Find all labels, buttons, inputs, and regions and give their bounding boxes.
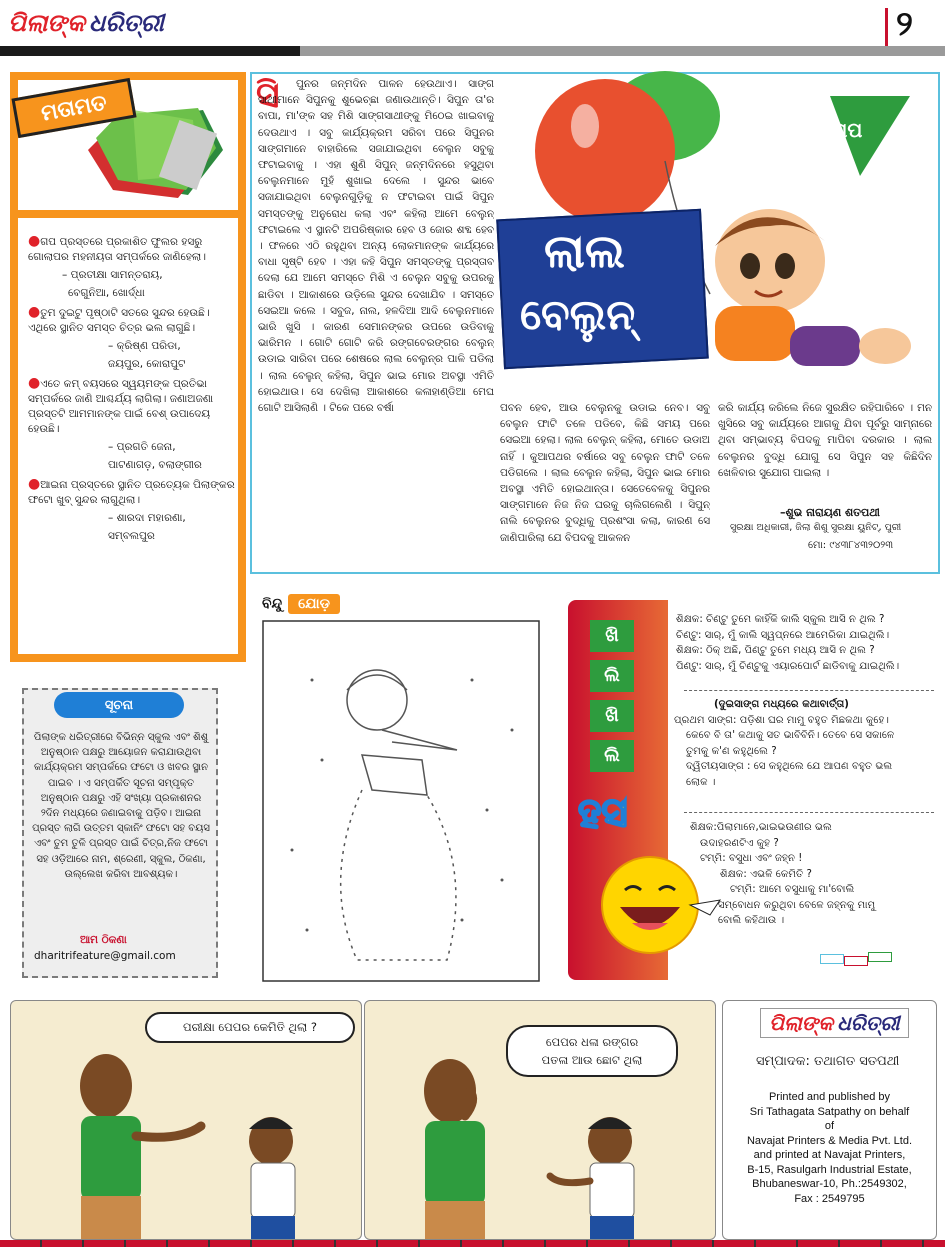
letter-text: ଏତେ କମ୍ ବୟସରେ ସ୍ୱୟମଙ୍କ ପ୍ରତିଭା ସମ୍ପର୍କରେ ଜାଣି ଆଶ୍ଚର୍ଯ୍ୟ ଲାଗିଲା। ଜଣାଅଜଣା ପ୍ରସ୍ତଟି ଆମମାନଙ୍କ ପାଇଁ ବେଶ୍ ଉପାଦେୟ ହେଉଛି। <box>28 378 214 435</box>
puzzle-title-part2: ଯୋଡ଼ <box>288 594 340 614</box>
credits-line: Bhubaneswar-10, Ph.:2549302, <box>752 1178 907 1190</box>
jokes-letter: ଲି <box>590 740 634 772</box>
letter-author: – କ୍ରିଷ୍ଣ ପରିଡା, <box>108 340 181 352</box>
speech-bubble-1-text: ପରୀକ୍ଷା ପେପର କେମିତି ଥିଲା ? <box>182 1020 318 1034</box>
letter-author: – ପ୍ରତୀକ୍ଷା ସାମନ୍ତରାୟ, <box>62 269 163 281</box>
bullet-icon: ● <box>28 304 41 320</box>
masthead-logo <box>8 8 164 38</box>
letter-place: ପାଟଣାଗଡ଼, ବଲାଙ୍ଗୀର <box>108 459 202 471</box>
bullet-icon: ● <box>28 476 41 492</box>
opinion-divider <box>18 210 238 218</box>
letter-text: ତୁମ ଦୁଇଟୁ ପୃଷ୍ଠାଟି ସତରେ ସୁନ୍ଦର ହେଉଛି। ଏଥିରେ ସ୍ଥାନିତ ସମସ୍ତ ଚିତ୍ର ଭଲ ଲାଗୁଛି। <box>28 307 210 334</box>
credits-line: and printed at Navajat Printers, <box>753 1149 906 1161</box>
notice-title: ସୂଚନା <box>104 697 134 713</box>
letter-author: – ଶାରଦା ମହାରଣା, <box>108 512 186 524</box>
credits-logo-part2: ଧରିତ୍ରୀ <box>837 1011 900 1035</box>
joke-line: ପିଣ୍ଟୁ: ସାର୍, ମୁଁ ଚିଣ୍ଟୁକୁ ଏୟାରପୋର୍ଟ ଛାଡିବାକୁ ଯାଇଥିଲି। <box>676 660 900 672</box>
story-column-2 <box>500 400 710 570</box>
credits-line: Sri Tathagata Satpathy on behalf <box>749 1105 910 1118</box>
credits-line: of <box>824 1120 835 1132</box>
page-number: ୨ <box>896 4 913 44</box>
joke-line: କେବେ ବି ତା' କଥାକୁ ସତ ଭାବିବିନି। ତେବେ ସେ ସକାଳେ <box>686 730 895 741</box>
masthead-logo-part1: ପିଲାଙ୍କ <box>8 9 85 37</box>
credits-line: Printed and published by <box>768 1091 891 1103</box>
story-dropcap: ସି <box>256 75 280 116</box>
credits-line: B-15, Rasulgarh Industrial Estate, <box>747 1163 912 1176</box>
speech-bubble-1 <box>145 1012 355 1043</box>
story-author: –ଶୁଭ ନାରାୟଣ ଶତପଥୀ <box>780 506 880 519</box>
puzzle-title-part1: ବିନ୍ଦୁ <box>262 596 283 612</box>
joke-line: ଉଦାହରଣଟିଏ କୁହ ? <box>700 837 779 849</box>
letter-author: – ପ୍ରଗତି ଜେନା, <box>108 441 176 453</box>
jokes-side-bottom: ହସ <box>578 790 628 836</box>
joke-line: ଦ୍ୱିତୀୟସାଙ୍ଗ : ସେ କହୁଥିଲେ ଯେ ଆପଣ ବହୁତ ଭଲ <box>686 761 893 772</box>
story-column-1-text: ପୁନର ଜନ୍ମଦିନ ପାଳନ ହେଉଥାଏ। ସାଙ୍ଗ ସାଥୀମାନେ ସିପୁନକୁ ଶୁଭେଚ୍ଛା ଜଣାଉଥାନ୍ତି। ସିପୁନ ତା'ର ବାପା, ମା'ଙ୍କ ସହ ମିଶି ସାଙ୍ଗସାଥୀଙ୍କୁ ମିଠେଇ ଖାଇବାକୁ ଦେଉଥାଏ । ସବୁ କାର୍ଯ୍ୟକ୍ରମ ସରିବା ପରେ ସିପୁନର ସାଙ୍ଗମାନେ ବାହାରିଲେ ସଜାଯାଇଥିବା ବେଲୁନ ସବୁକୁ ଫଟାଇବାକୁ । ଏହା ଶୁଣି ସିପୁନ୍ ଜନ୍ମଦିନରେ ହସୁଥିବା ବେଲୁନମାନେ ମୁହଁ ଶୁଖାଇ ଦେଲେ । ସୁନ୍ଦର ଭାବେ ସଜାଯାଇଥିବା ବେଲୁନଗୁଡ଼ିକୁ ନ ଫଟାଇବା ପାଇଁ ସିପୁନ ସମସ୍ତଙ୍କୁ ଅନୁରୋଧ କଲା ଏବଂ କହିଲା ଆମେ ବେଲୁନ୍ ଫଟାଇଲେ ଏ ସ୍ଥାନଟି ଅପରିଷ୍କାର ହେବ ଓ ଜୋର ଶବ୍ଦ ହେବ । ଫଳରେ ଏଠି ରହୁଥିବା ଅନ୍ୟ ଲୋକମାନଙ୍କ କାର୍ଯ୍ୟରେ ବାଧା ସୃଷ୍ଟି ହେବ । ଏହା କହି ସିପୁନ ସମସ୍ତଙ୍କୁ ପ୍ରସ୍ତାବ ଦେଲା ଯେ ଆମେ ସମସ୍ତେ ମିଶି ଏ ବେଲୁନ ସବୁକୁ ଉପରକୁ ଛାଡିବା । ଆକାଶରେ ଉଡ଼ିଲେ ସୁନ୍ଦର ଦେଖାଯିବ । ସମସ୍ତେ ସେଇଆ କଲେ । ସବୁଜ, ନାଲ, ହଳଦିଆ ଆଦି ବେଲୁନମାନେ ଭାରି ଖୁସି । କାରଣ ସେମାନଙ୍କର ଉପରେ ଉଡିବାକୁ ଭାରିମନ । ଗୋଟି ଗୋଟି କରି ରଙ୍ଗବେରଙ୍ଗର ବେଲୁନ୍ ଉଡାଇ ସାରିବା ପରେ ଶେଷରେ ଲାଲ ବେଲୁନ୍‌ର ପାଳି ପଡିଲା । ଲାଲ ବେଲୁନ୍ କହିଲା, ସିପୁନ ଭାଇ ମୋର ଅବସ୍ଥା ଏମିତି ହୋଇଥାଉ। ସେ ଦେଖିଲା ଆକାଶରେ କଳାହାଣ୍ଡିଆ ମେଘ ଗୋଟି ଆସିଲାଣି । ଟିକେ ପରେ ବର୍ଷା <box>258 78 494 415</box>
masthead-logo-part2: ଧରିତ୍ରୀ <box>88 9 164 37</box>
story-column-1 <box>258 76 494 570</box>
joke-2 <box>674 697 936 790</box>
jokes-letter: ଖି <box>590 700 634 732</box>
joke-line: ଶିକ୍ଷକ: ଠିକ୍ ଅଛି, ପିଣ୍ଟୁ ତୁମେ ମଧ୍ୟ ଆସି ନ ଥିଲ ? <box>676 645 875 656</box>
joke-line: ଲୋକ । <box>686 776 716 788</box>
story-author-phone: ମୋ: ୯୪୩୮୪୩୨୦୨୩ <box>808 540 894 551</box>
credits-line: Fax : 2549795 <box>794 1192 865 1205</box>
joke-line: ଟମ୍ମି: ବସୁଧା ଏବଂ ଜହ୍ନ ! <box>700 853 803 864</box>
joke-line: ବୋଲି କହିଥାଉ । <box>718 915 785 926</box>
story-tag: ଗପ <box>832 118 863 142</box>
puzzle-title <box>256 594 340 614</box>
letter-text: ଗପ ପ୍ରସ୍ତରେ ପ୍ରକାଶିତ ଫୁଲର ହସରୁ ଗୋଲାପର ମହନୀୟତା ସମ୍ପର୍କରେ ଜାଣିହେଲା। <box>28 236 206 263</box>
jokes-letter: ଖି <box>590 620 634 652</box>
opinion-letter <box>28 305 236 372</box>
address-label: ଆମ ଠିକଣା <box>80 934 127 946</box>
story-column-3-text: କରି କାର୍ଯ୍ୟ କରିଲେ ନିଜେ ସୁରକ୍ଷିତ ରହିପାରିବେ । ମନ ଖୁସିରେ ସବୁ କାର୍ଯ୍ୟରେ ଆଗକୁ ଯିବା ପୂର୍ବରୁ ସାମ୍ନାରେ ଥିବା ସମ୍ଭାବ୍ୟ ବିପଦକୁ ମାପିବା ଦରକାର । ଲାଲ ବେଲୁନର ବୁଦ୍ଧି ଯୋଗୁ ସେ ସିପୁନ ସହ କିଛିଦିନ ଖେଳିବାର ସୁଯୋଗ ପାଇଲା । <box>718 402 932 479</box>
credits-line: Navajat Printers & Media Pvt. Ltd. <box>746 1134 913 1147</box>
notice-body: ପିଲାଙ୍କ ଧରିତ୍ରୀରେ ବିଭିନ୍ନ ସ୍କୁଲ ଏବଂ ଶିଶୁ ଅନୁଷ୍ଠାନ ପକ୍ଷରୁ ଆୟୋଜନ କରାଯାଉଥିବା କାର୍ଯ୍ୟକ୍ରମ ସମ୍ପର୍କରେ ଫଟୋ ଓ ଖବର ସ୍ଥାନ ପାଇବ । ଏ ସମ୍ପର୍କିତ ସୂଚନା ସମ୍ପୃକ୍ତ ଅନୁଷ୍ଠାନ ପକ୍ଷରୁ ଏହି ସଂଖ୍ୟା ପ୍ରକାଶନର ୨ଦିନ ମଧ୍ୟରେ ଜଣାଇବାକୁ ପଡ଼ିବ। ଆଇନା ପ୍ରସ୍ତ ଲାଗି ଉତ୍ତମ ସ୍କାନିଂ ଫଟୋ ସହ ବୟସ ଏବଂ ତୁମ ତୁଳି ପ୍ରସ୍ତ ପାଇଁ ଚିତ୍ର,ନିଜ ଫଟୋ ସହ ଓଡ଼ିଆରେ ନାମ, ଶ୍ରେଣୀ, ସ୍କୁଲ, ଠିକଣା, ଉଲ୍ଲେଖ କରିବା ଆବଶ୍ୟକ। <box>32 732 210 880</box>
story-column-2-text: ପବନ ହେବ, ଆଉ ବେଲୁନକୁ ଉଡାଇ ନେବ। ସବୁ ବେଲୁନ ଫାଟି ତଳେ ପଡିବେ, କିଛି ସମୟ ପରେ ସେଇଆ ହେଲା। ଲାଲ ବେଲୁନ୍ କହିଲା, ମୋତେ ଉଡାଅ ନାହିଁ । କୁଆପଥର ବର୍ଷାରେ ସବୁ ବେଲୁନ ଫାଟି ତଳେ ପଡିଗଲେ । ଲାଲ ବେଲୁନ କହିଲା, ସିପୁନ ଭାଇ ମୋର ଅବସ୍ଥା ଏମିତି ହୋଇଥାନ୍ତା। ସେତେବେଳକୁ ସିପୁନର ସାଙ୍ଗମାନେ ନିଜ ନିଜ ଘରକୁ ଚାଲିଗଲେଣି । ସିପୁନ୍ ନାଲି ବେଲୁନର ବୁଦ୍ଧିକୁ ପ୍ରଶଂସା କଲା, କାରଣ ସେ ଜାଣିପାରିଲା ଯେ ବିପଦକୁ ଆକଳନ <box>500 402 710 544</box>
story-column-3 <box>718 400 932 481</box>
bullet-icon: ● <box>28 233 41 249</box>
letter-place: ସମ୍ବଲପୁର <box>108 530 155 542</box>
joke-line: ଚିଣ୍ଟୁ: ସାର୍, ମୁଁ କାଲି ସ୍ୱପ୍ନରେ ଆମେରିକା ଯାଇଥିଲି। <box>676 629 890 641</box>
contact-email: dharitrifeature@gmail.com <box>34 950 176 962</box>
opinion-letter <box>28 376 236 473</box>
decor-rects <box>820 952 892 966</box>
credits-imprint <box>726 1090 933 1206</box>
opinion-title: ମତାମତ <box>39 89 109 127</box>
jokes-side-letters <box>590 620 634 772</box>
joke-line: ଟମ୍ମି: ଆମେ ବସୁଧାକୁ ମା'ବୋଲି <box>730 884 855 895</box>
masthead-bar-grey <box>300 46 945 56</box>
bullet-icon: ● <box>28 375 41 391</box>
joke-line: ପ୍ରଥମ ସାଙ୍ଗ: ପଡ଼ିଶା ଘର ମାମୁ ବହୁତ ମିଛକଥା କୁହେ। <box>674 714 890 726</box>
credits-editor: ସମ୍ପାଦକ: ତଥାଗତ ସତପଥୀ <box>756 1054 900 1069</box>
dot-to-dot-puzzle-image <box>262 620 540 982</box>
joke-line: ଶିକ୍ଷକ: ଚିଣ୍ଟୁ ତୁମେ କାହିଁକି କାଲି ସ୍କୁଲ ଆସି ନ ଥିଲ ? <box>676 614 885 625</box>
joke-line: ତୁମକୁ କ'ଣ କହୁଥିଲେ ? <box>686 745 777 757</box>
credits-logo <box>760 1008 909 1038</box>
speech-bubble-2-line2: ପତଳା ଆଉ ଛୋଟ ଥିଲା <box>541 1053 643 1067</box>
joke-line: ଶିକ୍ଷକ: ଏଭଳି କେମିତି ? <box>720 868 812 880</box>
credits-logo-part1: ପିଲାଙ୍କ <box>769 1011 834 1035</box>
opinion-letters <box>28 234 236 547</box>
speech-bubble-2 <box>506 1025 678 1077</box>
joke-3 <box>690 820 938 929</box>
joke-line: ଶିକ୍ଷକ:ପିଲାମାନେ,ଭାଇଭଉଣୀର ଭଲ <box>690 822 832 833</box>
story-title-line1: ଲାଲ <box>544 224 625 278</box>
notice-title-banner <box>54 692 184 718</box>
opinion-letter <box>28 234 236 301</box>
footer-rule <box>0 1240 945 1247</box>
story-author-designation: ସୁରକ୍ଷା ଅଧିକାରୀ, ଜିଲା ଶିଶୁ ସୁରକ୍ଷା ୟୁନିଟ୍, ପୁରୀ <box>730 522 902 533</box>
joke-divider <box>684 812 934 813</box>
joke-line: ସମ୍ବୋଧନ କରୁଥିବା ବେଳେ ଜହ୍ନକୁ ମାମୁ <box>718 899 876 911</box>
letter-place: ବେଗୁନିଆ, ଖୋର୍ଦ୍ଧା <box>68 287 145 299</box>
joke-1 <box>676 612 938 674</box>
story-title-line2: ବେଲୁନ୍ <box>520 290 636 339</box>
speech-bubble-2-line1: ପେପର ଧଳା ରଙ୍ଗର <box>545 1035 639 1049</box>
jokes-letter: ଲି <box>590 660 634 692</box>
joke-2-heading: (ଦୁଇସାଙ୍ଗ ମଧ୍ୟରେ କଥାବାର୍ତ୍ତା) <box>714 699 849 710</box>
letter-text: ଆଇନା ପ୍ରସ୍ତରେ ସ୍ଥାନିତ ପ୍ରତ୍ୟେକ ପିଲାଙ୍କର ଫଟୋ ଖୁବ୍ ସୁନ୍ଦର ଲାଗୁଥିଲା। <box>28 479 235 506</box>
joke-divider <box>684 690 934 691</box>
masthead-bar-dark <box>0 46 300 56</box>
opinion-letter <box>28 477 236 544</box>
letter-place: ଜୟପୁର, କୋରାପୁଟ <box>108 358 186 370</box>
